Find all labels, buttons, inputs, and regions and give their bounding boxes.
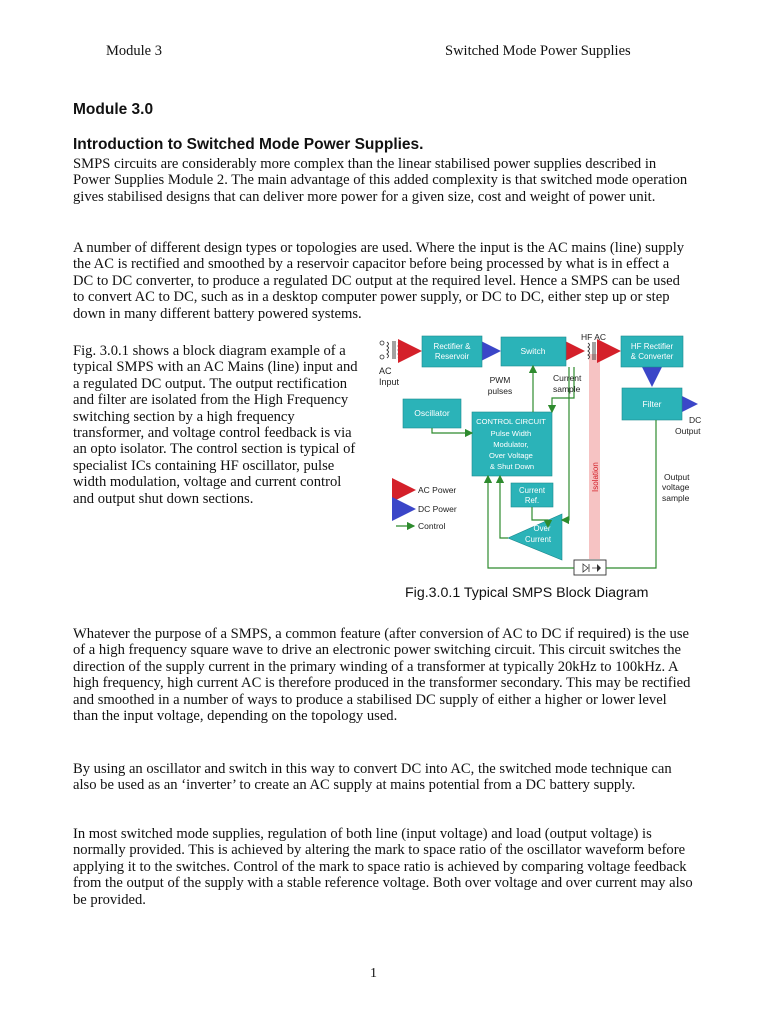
smps-block-diagram — [376, 330, 706, 582]
svg-text:DC Power: DC Power — [418, 504, 457, 514]
hf-ac-label: HF AC — [581, 332, 607, 342]
svg-text:CONTROL CIRCUIT Pulse Widt: CONTROL CIRCUIT Pulse Width Modulator, Over Voltage & Shut Down — [476, 417, 546, 471]
svg-text:Filter: Filter — [642, 399, 662, 409]
module-title: Module 3.0 — [73, 101, 154, 118]
opto-isolator-icon — [574, 560, 606, 575]
svg-text:AC Power: AC Power — [418, 485, 457, 495]
current-sample-label: Current sample — [553, 373, 582, 394]
section-title: Introduction to Switched Mode Power Supplies. — [73, 136, 424, 153]
paragraph-figure-description: Fig. 3.0.1 shows a block diagram example of a typical SMPS with an AC Mains (line) input and a regulated DC output. The output rectification and filter are isolated from the High Frequency switching section by a high frequency transformer, and voltage control feedback is via an opto isolator. The control section is typical of specialist ICs containing HF oscillator, pulse width modulation, voltage and current control and output shut down sections. — [73, 343, 358, 507]
header-module: Module 3 — [106, 43, 162, 59]
paragraph-regulation: In most switched mode supplies, regulation of both line (input voltage) and load (output voltage) is normally provided. This is achieved by altering the mark to space ratio of the oscillator waveform before applying it to the switches. Control of the mark to space ratio is achieved by comparing voltage feedback from the output of the supply with a stable reference voltage. Both over voltage and over current may also be provided. — [73, 826, 693, 908]
svg-text:Control: Control — [418, 521, 446, 531]
paragraph-common-feature: Whatever the purpose of a SMPS, a common feature (after conversion of AC to DC if required) is the use of a high frequency square wave to drive an electronic power switching circuit. This circuit switches the direction of the supply current in the primary winding of a transformer at typically 20kHz to 100kHz. A high frequency, high current AC is therefore produced in the transformer secondary. This may be rectified and smoothed in a number of ways to produce a stabilised DC supply of either a higher or lower level than the input voltage, depending on the topology used. — [73, 626, 691, 725]
svg-text:Rectifier &Reservoir: Rectifier & Reservoir — [433, 342, 471, 361]
paragraph-intro: SMPS circuits are considerably more complex than the linear stabilised power supplies described in Power Supplies Module 2. The main advantage of this added complexity is that switched mode operation gives stabilised designs that can deliver more power for a given size, cost and weight of power unit. — [73, 156, 688, 205]
pwm-label: PWM pulses — [487, 375, 513, 396]
isolation-label: Isolation — [591, 462, 600, 492]
svg-text:HF Rectifier& Converter: HF Rectifier & Converter — [630, 342, 674, 361]
svg-text:Oscillator: Oscillator — [414, 408, 450, 418]
paragraph-inverter: By using an oscillator and switch in this way to convert DC into AC, the switched mode technique can also be used as an ‘inverter’ to create an AC supply at mains potential from a DC battery supply. — [73, 761, 672, 794]
svg-text:CurrentRef.: Current Ref. — [519, 486, 545, 505]
figure-caption: Fig.3.0.1 Typical SMPS Block Diagram — [405, 585, 649, 601]
ac-input-transformer-icon — [380, 341, 400, 359]
svg-text:OverCurrent: Over Current — [525, 524, 551, 544]
output-sample-label: Output voltage sample — [662, 472, 690, 503]
header-title: Switched Mode Power Supplies — [445, 43, 631, 59]
paragraph-topologies: A number of different design types or topologies are used. Where the input is the AC mains (line) supply the AC is rectified and smoothed by a reservoir capacitor before being processed by what is in effect a DC to DC converter, to produce a regulated DC output at the required level. Hence a SMPS can be used to convert AC to DC, such as in a desktop computer power supply, or DC to DC, either step up or step down in many different battery powered systems. — [73, 240, 685, 322]
ac-input-label: AC Input — [379, 366, 400, 387]
svg-text:Switch: Switch — [520, 346, 546, 356]
isolation-band — [589, 354, 600, 559]
diagram-legend — [396, 485, 457, 531]
page-number: 1 — [370, 966, 377, 981]
dc-output-label: DC Output — [675, 415, 702, 436]
